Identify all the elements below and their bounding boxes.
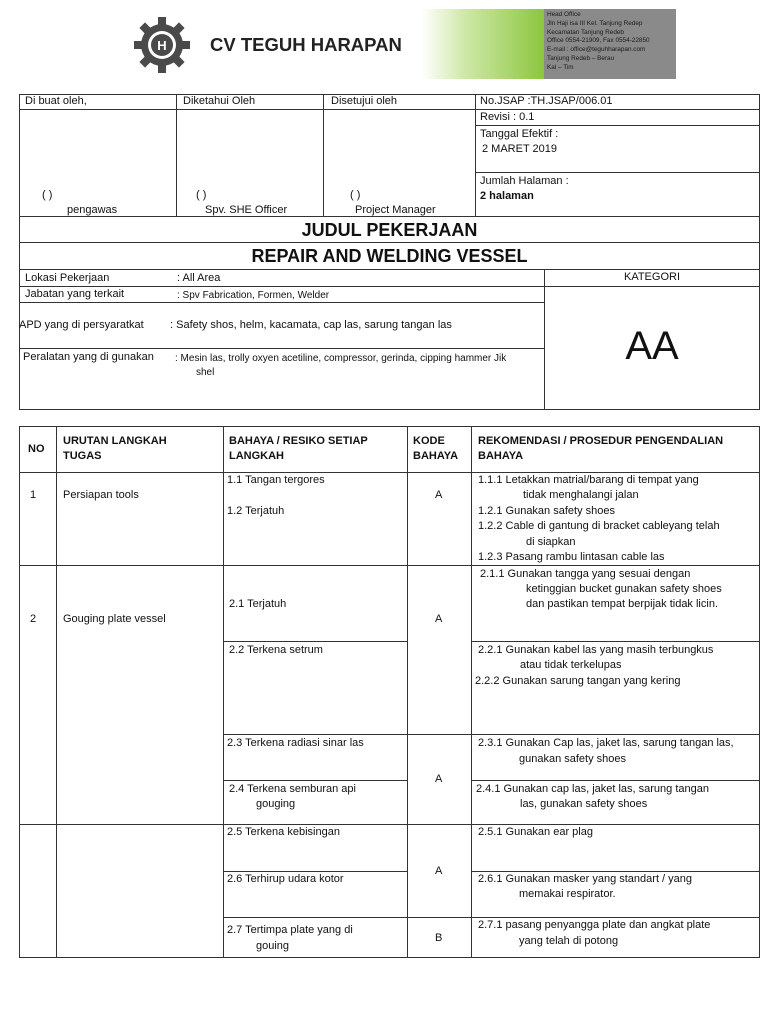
approved-by-label: Disetujui oleh xyxy=(331,95,398,107)
row2-rec-4a: 2.4.1 Gunakan cap las, jaket las, sarung tangan xyxy=(476,783,709,795)
col-header-bahaya-2: LANGKAH xyxy=(229,450,284,462)
col-header-urutan-2: TUGAS xyxy=(63,450,102,462)
row1-rec-4: 1.2.3 Pasang rambu lintasan cable las xyxy=(478,551,665,563)
col-header-rek-1: REKOMENDASI / PROSEDUR PENGENDALIAN xyxy=(478,435,724,447)
pages-label: Jumlah Halaman : xyxy=(480,175,569,187)
row3-hazard-6: 2.6 Terhirup udara kotor xyxy=(227,873,344,885)
row2-code-2: A xyxy=(435,773,443,785)
pages-value: 2 halaman xyxy=(480,190,534,202)
row3-rec-6a: 2.6.1 Gunakan masker yang standart / yang xyxy=(478,873,693,885)
job-title: REPAIR AND WELDING VESSEL xyxy=(251,246,528,266)
office-line: E-mail : office@teguhharapan.com xyxy=(547,46,646,54)
row2-rec-2b: atau tidak terkelupas xyxy=(520,659,622,671)
row2-task: Gouging plate vessel xyxy=(63,613,166,625)
row2-no: 2 xyxy=(30,613,37,625)
row2-hazard-3: 2.3 Terkena radiasi sinar las xyxy=(227,737,364,749)
jabatan-value: : Spv Fabrication, Formen, Welder xyxy=(177,290,330,301)
role-project-manager: Project Manager xyxy=(355,204,436,216)
signature-blank-pm: ( ) xyxy=(350,189,361,201)
effective-date-label: Tanggal Efektif : xyxy=(480,128,559,140)
row3-rec-7a: 2.7.1 pasang penyangga plate dan angkat plate xyxy=(478,919,711,931)
row1-rec-1a: 1.1.1 Letakkan matrial/barang di tempat yang xyxy=(478,474,699,486)
col-header-kode-2: BAHAYA xyxy=(413,450,459,462)
doc-number: No.JSAP :TH.JSAP/006.01 xyxy=(480,95,613,107)
row1-hazard-1: 1.1 Tangan tergores xyxy=(227,474,325,486)
approval-form xyxy=(0,0,768,412)
office-line: Office 0554-21909, Fax 0554-22850 xyxy=(547,37,650,45)
apd-value: : Safety shos, helm, kacamata, cap las, sarung tangan las xyxy=(170,319,452,331)
peralatan-label: Peralatan yang di gunakan xyxy=(23,351,154,363)
row2-rec-1b: ketinggian bucket gunakan safety shoes xyxy=(526,583,722,595)
row2-hazard-4a: 2.4 Terkena semburan api xyxy=(229,783,356,795)
company-name: CV TEGUH HARAPAN xyxy=(210,34,402,55)
row1-task: Persiapan tools xyxy=(63,489,139,501)
office-line: Head Office xyxy=(547,11,581,18)
col-header-urutan-1: URUTAN LANGKAH xyxy=(63,435,167,447)
row2-rec-1a: 2.1.1 Gunakan tangga yang sesuai dengan xyxy=(480,568,691,580)
row3-hazard-7b: gouing xyxy=(256,940,290,952)
row3-rec-7b: yang telah di potong xyxy=(519,935,619,947)
row1-code: A xyxy=(435,489,443,501)
row1-rec-3a: 1.2.2 Cable di gantung di bracket cableyang telah xyxy=(478,520,720,532)
row1-rec-3b: di siapkan xyxy=(526,536,576,548)
apd-label: APD yang di persyaratkat xyxy=(19,319,144,331)
office-line: Kecamatan Tanjung Redeb xyxy=(547,28,624,36)
made-by-label: Di buat oleh, xyxy=(25,95,87,107)
row1-hazard-2: 1.2 Terjatuh xyxy=(227,505,285,517)
row1-rec-1b: tidak menghalangi jalan xyxy=(523,489,639,501)
lokasi-value: : All Area xyxy=(177,272,221,284)
row2-rec-3b: gunakan safety shoes xyxy=(519,753,627,765)
col-header-rek-2: BAHAYA xyxy=(478,450,524,462)
office-line: Tanjung Redeb – Berau xyxy=(547,54,615,62)
signature-blank-spv: ( ) xyxy=(196,189,207,201)
row3-rec-6b: memakai respirator. xyxy=(519,888,616,900)
office-line: Kal – Tim xyxy=(547,63,574,71)
row2-rec-1c: dan pastikan tempat berpijak tidak licin. xyxy=(526,598,718,610)
jabatan-label: Jabatan yang terkait xyxy=(25,288,125,300)
row2-code-1: A xyxy=(435,613,443,625)
peralatan-value-line2: shel xyxy=(196,367,215,378)
col-header-kode-1: KODE xyxy=(413,435,445,447)
row2-hazard-4b: gouging xyxy=(256,798,296,810)
col-header-no: NO xyxy=(28,443,45,455)
known-by-label: Diketahui Oleh xyxy=(183,95,256,107)
judul-title: JUDUL PEKERJAAN xyxy=(301,220,478,240)
effective-date: 2 MARET 2019 xyxy=(482,143,558,155)
row3-hazard-5: 2.5 Terkena kebisingan xyxy=(227,826,340,838)
row3-code-3: A xyxy=(435,865,443,877)
role-spv-she: Spv. SHE Officer xyxy=(205,204,288,216)
row3-code-4: B xyxy=(435,932,443,944)
kategori-value: AA xyxy=(625,324,679,368)
col-header-bahaya-1: BAHAYA / RESIKO SETIAP xyxy=(229,435,368,447)
row2-hazard-2: 2.2 Terkena setrum xyxy=(229,644,323,656)
revision: Revisi : 0.1 xyxy=(480,111,535,123)
logo-letter: H xyxy=(157,38,167,53)
row1-no: 1 xyxy=(30,489,37,501)
row1-rec-2: 1.2.1 Gunakan safety shoes xyxy=(478,505,615,517)
kategori-label: KATEGORI xyxy=(623,271,681,283)
row2-rec-3a: 2.3.1 Gunakan Cap las, jaket las, sarung tangan las, xyxy=(478,737,734,749)
row2-hazard-1: 2.1 Terjatuh xyxy=(229,598,287,610)
office-line: Jln Haji isa III Kel. Tanjung Redep xyxy=(547,19,643,27)
row3-hazard-7a: 2.7 Tertimpa plate yang di xyxy=(227,924,353,936)
peralatan-value-line1: : Mesin las, trolly oxyen acetiline, compressor, gerinda, cipping hammer Jik xyxy=(175,353,507,364)
lokasi-label: Lokasi Pekerjaan xyxy=(25,272,110,284)
row2-rec-4b: las, gunakan safety shoes xyxy=(520,798,648,810)
row2-rec-2a: 2.2.1 Gunakan kabel las yang masih terbungkus xyxy=(478,644,714,656)
row2-rec-2c: 2.2.2 Gunakan sarung tangan yang kering xyxy=(475,675,681,687)
signature-blank-pengawas: ( ) xyxy=(42,189,53,201)
row3-rec-5: 2.5.1 Gunakan ear plag xyxy=(478,826,593,838)
role-pengawas: pengawas xyxy=(67,204,118,216)
